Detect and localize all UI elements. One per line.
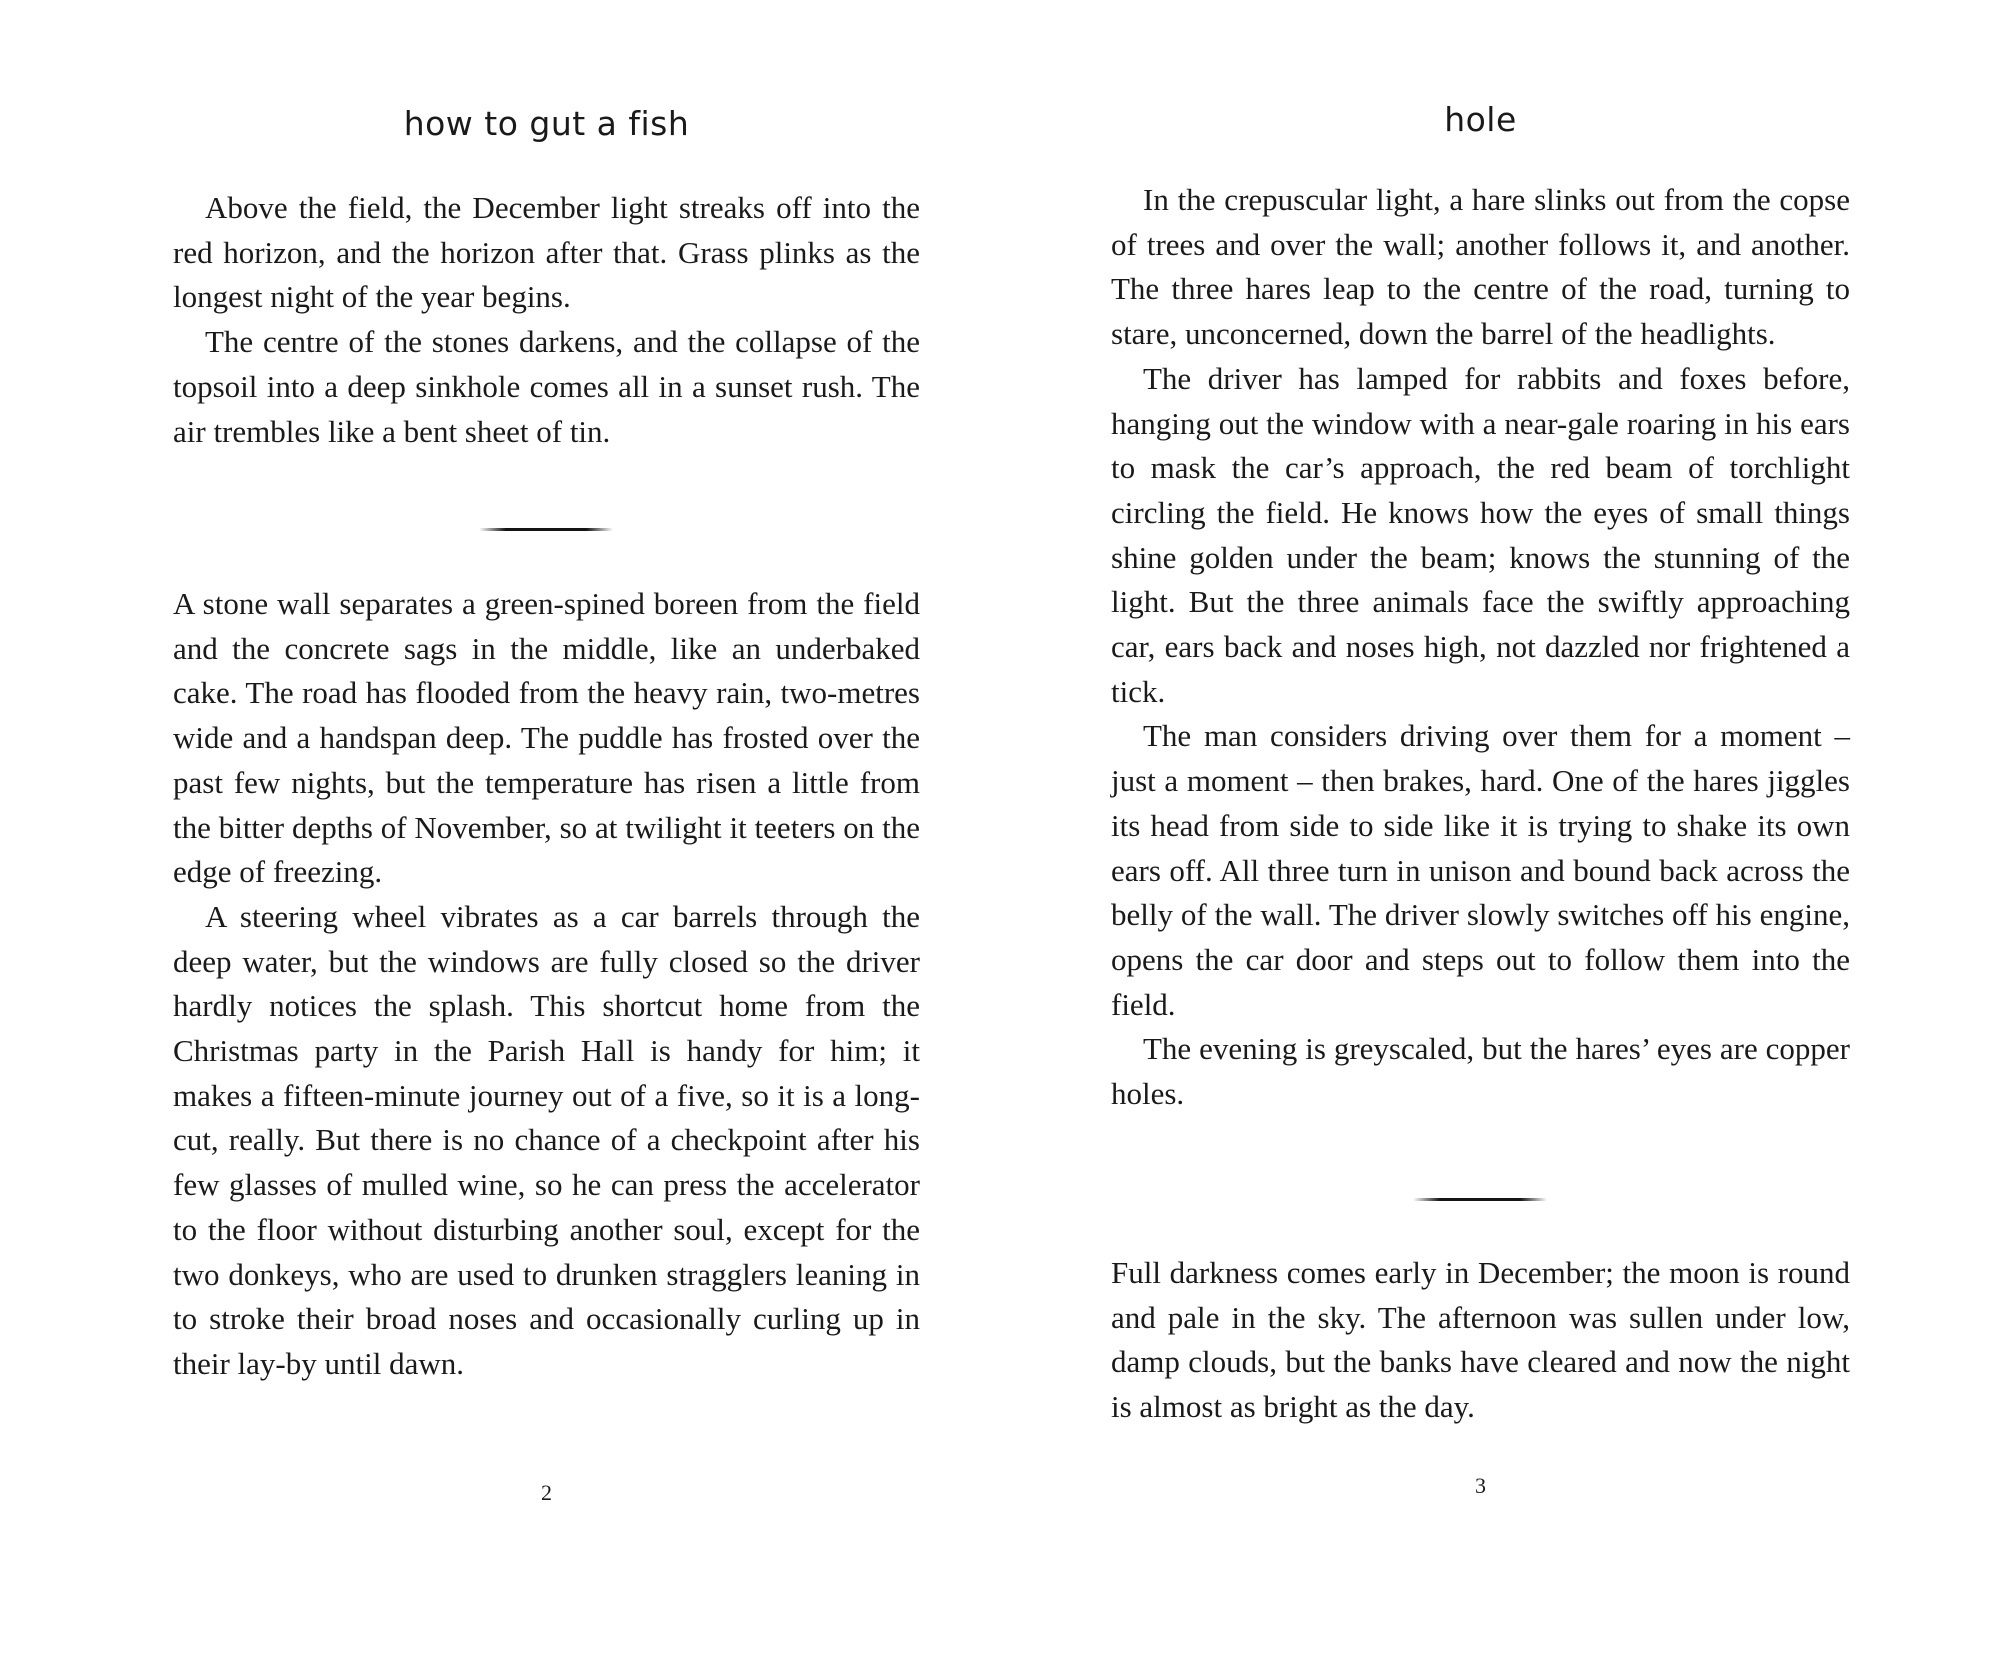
left-paragraph-1: Above the field, the December light streaks off into the red horizon, and the horizon after that. Grass plinks as the longest night of the year begins.: [173, 190, 920, 315]
right-running-head: hole: [1444, 100, 1517, 139]
section-divider-right: [1413, 1198, 1547, 1201]
page-number-right: 3: [1475, 1473, 1486, 1498]
right-section-2: [1111, 1251, 1850, 1430]
left-page: [173, 0, 920, 1677]
left-paragraph-4: A steering wheel vibrates as a car barrels through the deep water, but the windows are fully closed so the driver hardly notices the splash. This shortcut home from the Christmas party in the Parish Hall is handy for him; it makes a fifteen-minute journey out of a five, so it is a long-cut, really. But there is no chance of a checkpoint after his few glasses of mulled wine, so he can press the accelerator to the floor without disturbing another soul, except for the two donkeys, who are used to drunken stragglers leaning in to stroke their broad noses and occasionally curling up in their lay-by until dawn.: [173, 898, 920, 1381]
left-paragraph-3: A stone wall separates a green-spined boreen from the field and the concrete sags in the middle, like an underbaked cake. The road has flooded from the heavy rain, two-metres wide and a handspan deep. The puddle has frosted over the past few nights, but the temperature has risen a little from the bitter depths of November, so at twilight it teeters on the edge of freezing.: [173, 586, 920, 890]
right-paragraph-5: Full darkness comes early in December; the moon is round and pale in the sky. The afternoon was sullen under low, damp clouds, but the banks have cleared and now the night is almost as bright as the day.: [1111, 1255, 1850, 1425]
left-running-head: how to gut a fish: [403, 104, 690, 143]
right-paragraph-4: The evening is greyscaled, but the hares’ eyes are copper holes.: [1111, 1031, 1850, 1112]
right-page: [1111, 0, 1850, 1677]
left-section-2: [173, 582, 920, 1387]
page-number-left: 2: [541, 1480, 552, 1505]
right-paragraph-3: The man considers driving over them for a moment – just a moment – then brakes, hard. One of the hares jiggles its head from side to side like it is trying to shake its own ears off. All three turn in unison and bound back across the belly of the wall. The driver slowly switches off his engine, opens the car door and steps out to follow them into the field.: [1111, 718, 1850, 1022]
right-section-1: [1111, 178, 1850, 1117]
left-section-1: [173, 186, 920, 454]
section-divider-left: [479, 528, 613, 531]
left-paragraph-2: The centre of the stones darkens, and the collapse of the topsoil into a deep sinkhole comes all in a sunset rush. The air trembles like a bent sheet of tin.: [173, 324, 920, 449]
right-paragraph-1: In the crepuscular light, a hare slinks out from the copse of trees and over the wall; another follows it, and another. The three hares leap to the centre of the road, turning to stare, unconcerned, down the barrel of the headlights.: [1111, 182, 1850, 352]
right-paragraph-2: The driver has lamped for rabbits and foxes before, hanging out the window with a near-gale roaring in his ears to mask the car’s approach, the red beam of torchlight circling the field. He knows how the eyes of small things shine golden under the beam; knows the stunning of the light. But the three animals face the swiftly approaching car, ears back and noses high, not dazzled nor frightened a tick.: [1111, 360, 1850, 709]
